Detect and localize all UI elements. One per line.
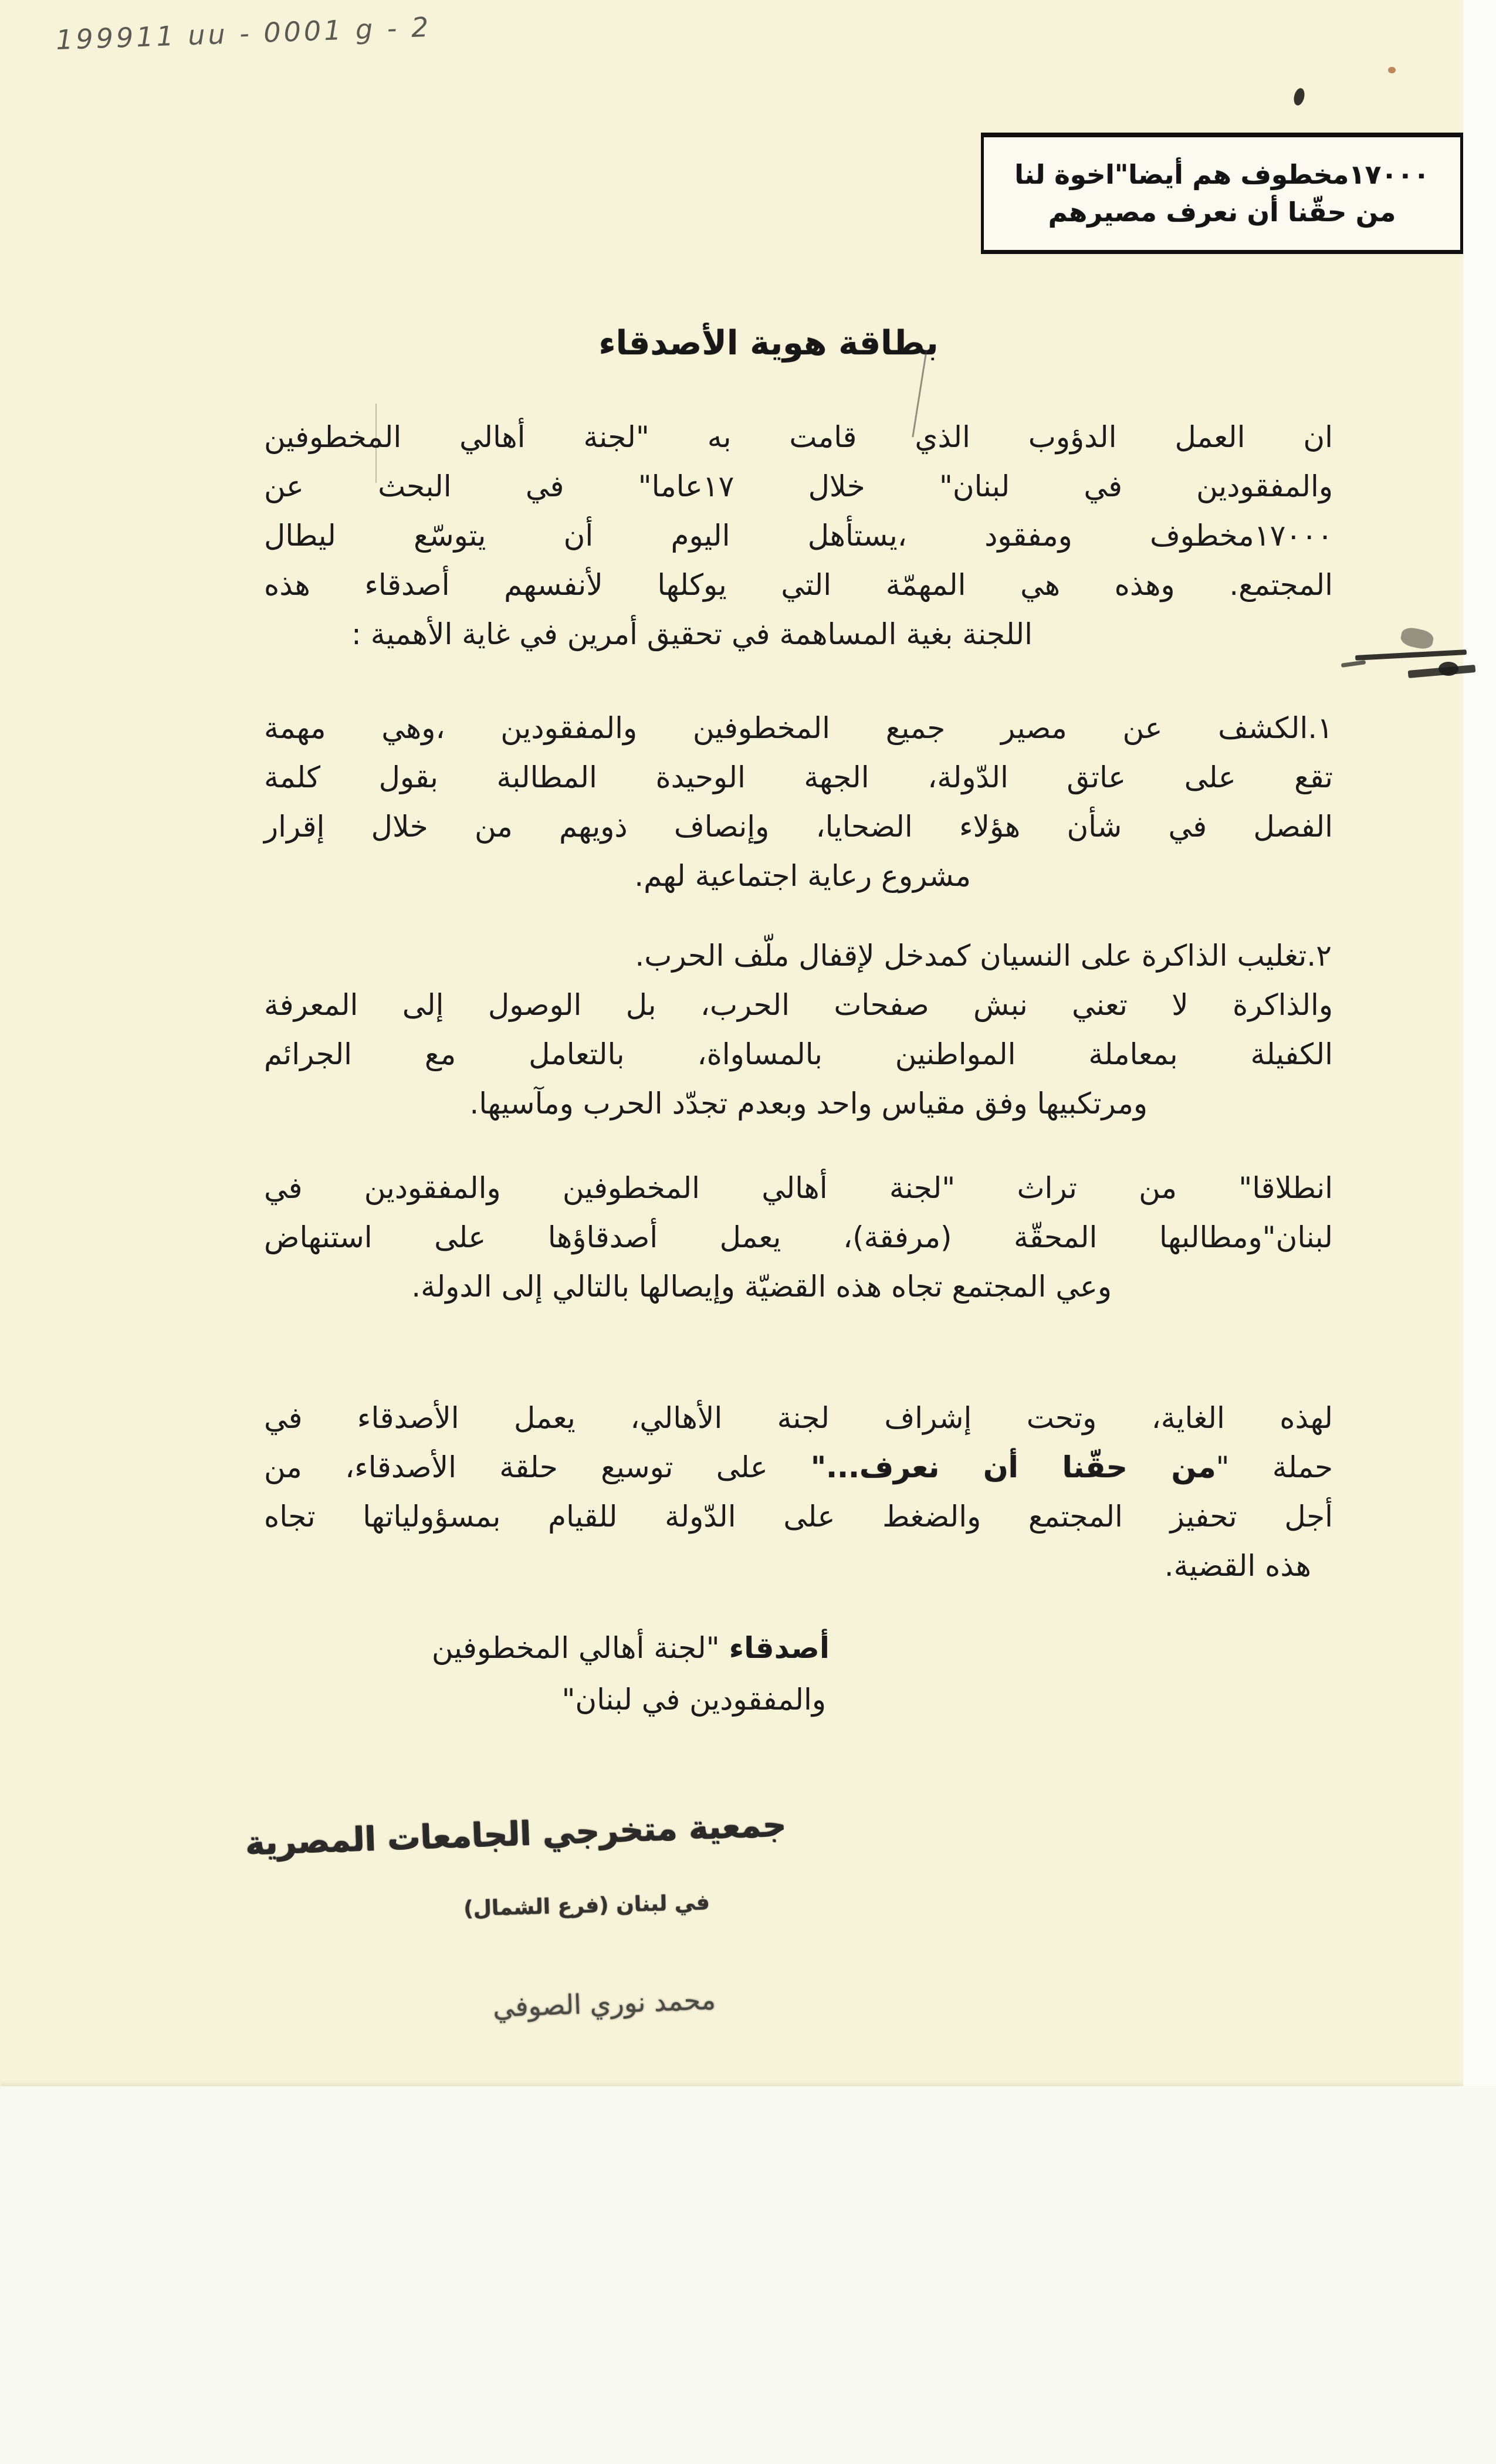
campaign-name-bold: من حقّنا أن نعرف..." <box>811 1450 1216 1484</box>
slogan-line-1: ١٧٠٠٠مخطوف هم أيضا"اخوة لنا <box>1014 159 1430 190</box>
item1-line: تقع على عاتق الدّولة، الجهة الوحيدة المطالبة بقول كلمة <box>264 760 1333 794</box>
item1-line: ١.الكشف عن مصير جميع المخطوفين والمفقودين ،وهي مهمة <box>264 711 1333 745</box>
handwritten-archive-number: 199911 uu - 0001 g - 2 <box>55 11 432 56</box>
goal-line2-pre: حملة " <box>1216 1450 1333 1484</box>
item2-line: ٢.تغليب الذاكرة على النسيان كمدخل لإقفال ملّف الحرب. <box>635 939 1332 973</box>
scanner-margin-right <box>1463 0 1496 2086</box>
item2-line: ومرتكبيها وفق مقياس واحد وبعدم تجدّد الحرب ومآسيها. <box>469 1087 1148 1121</box>
goal-line: لهذه الغاية، وتحت إشراف لجنة الأهالي، يعمل الأصدقاء في <box>264 1401 1333 1435</box>
ink-smudge <box>1355 649 1467 661</box>
stamp-association-name: جمعية متخرجي الجامعات المصرية <box>244 1805 787 1863</box>
stamp-branch: في لبنان (فرع الشمال) <box>463 1890 710 1921</box>
signature-line-1 <box>432 1631 830 1665</box>
ink-blob <box>1292 87 1307 106</box>
item1-line: الفصل في شأن هؤلاء الضحايا، وإنصاف ذويهم من خلال إقرار <box>264 810 1333 844</box>
goal-line2-post: على توسيع حلقة الأصدقاء، من <box>264 1450 811 1484</box>
item2-line: الكفيلة بمعاملة المواطنين بالمساواة، بالتعامل مع الجرائم <box>264 1037 1333 1071</box>
signature-line-2: والمفقودين في لبنان" <box>561 1683 826 1717</box>
goal-line: هذه القضية. <box>1164 1549 1311 1583</box>
item2-line: والذاكرة لا تعني نبش صفحات الحرب، بل الوصول إلى المعرفة <box>264 988 1333 1022</box>
ink-smudge <box>1399 626 1434 651</box>
intro-line: ١٧٠٠٠مخطوف ومفقود ،يستأهل اليوم أن يتوسّع ليطال <box>264 519 1333 553</box>
intro-line: المجتمع. وهذه هي المهمّة التي يوكلها لأنفسهم أصدقاء هذه <box>264 568 1333 602</box>
goal-line: أجل تحفيز المجتمع والضغط على الدّولة للقيام بمسؤولياتها تجاه <box>264 1500 1333 1534</box>
slogan-box <box>981 133 1463 254</box>
ink-blob <box>1439 662 1458 676</box>
heritage-line: لبنان"ومطالبها المحقّة (مرفقة)، يعمل أصدقاؤها على استنهاض <box>264 1220 1333 1254</box>
intro-line: ان العمل الدؤوب الذي قامت به "لجنة أهالي المخطوفين <box>264 420 1333 454</box>
handwritten-signature-name: محمد نوري الصوفي <box>492 1984 716 2023</box>
item1-line: مشروع رعاية اجتماعية لهم. <box>634 859 971 893</box>
heritage-line: انطلاقا" من تراث "لجنة أهالي المخطوفين والمفقودين في <box>264 1171 1333 1205</box>
scan-scratch <box>375 404 377 483</box>
intro-line: والمفقودين في لبنان" خلال ١٧عاما" في البحث عن <box>264 469 1333 503</box>
signature-friends-bold: أصدقاء <box>729 1631 830 1665</box>
page-title: بطاقة هوية الأصدقاء <box>598 324 939 363</box>
ink-smudge <box>1341 660 1366 668</box>
scan-speck <box>1388 67 1396 73</box>
slogan-line-2: من حقّنا أن نعرف مصيرهم <box>1048 197 1396 228</box>
goal-line <box>264 1448 1333 1487</box>
heritage-line: وعي المجتمع تجاه هذه القضيّة وإيصالها بالتالي إلى الدولة. <box>411 1270 1112 1304</box>
signature-line-1-rest: "لجنة أهالي المخطوفين <box>431 1631 729 1665</box>
scanner-margin-bottom <box>0 2086 1496 2464</box>
intro-line: اللجنة بغية المساهمة في تحقيق أمرين في غاية الأهمية : <box>351 617 1033 651</box>
